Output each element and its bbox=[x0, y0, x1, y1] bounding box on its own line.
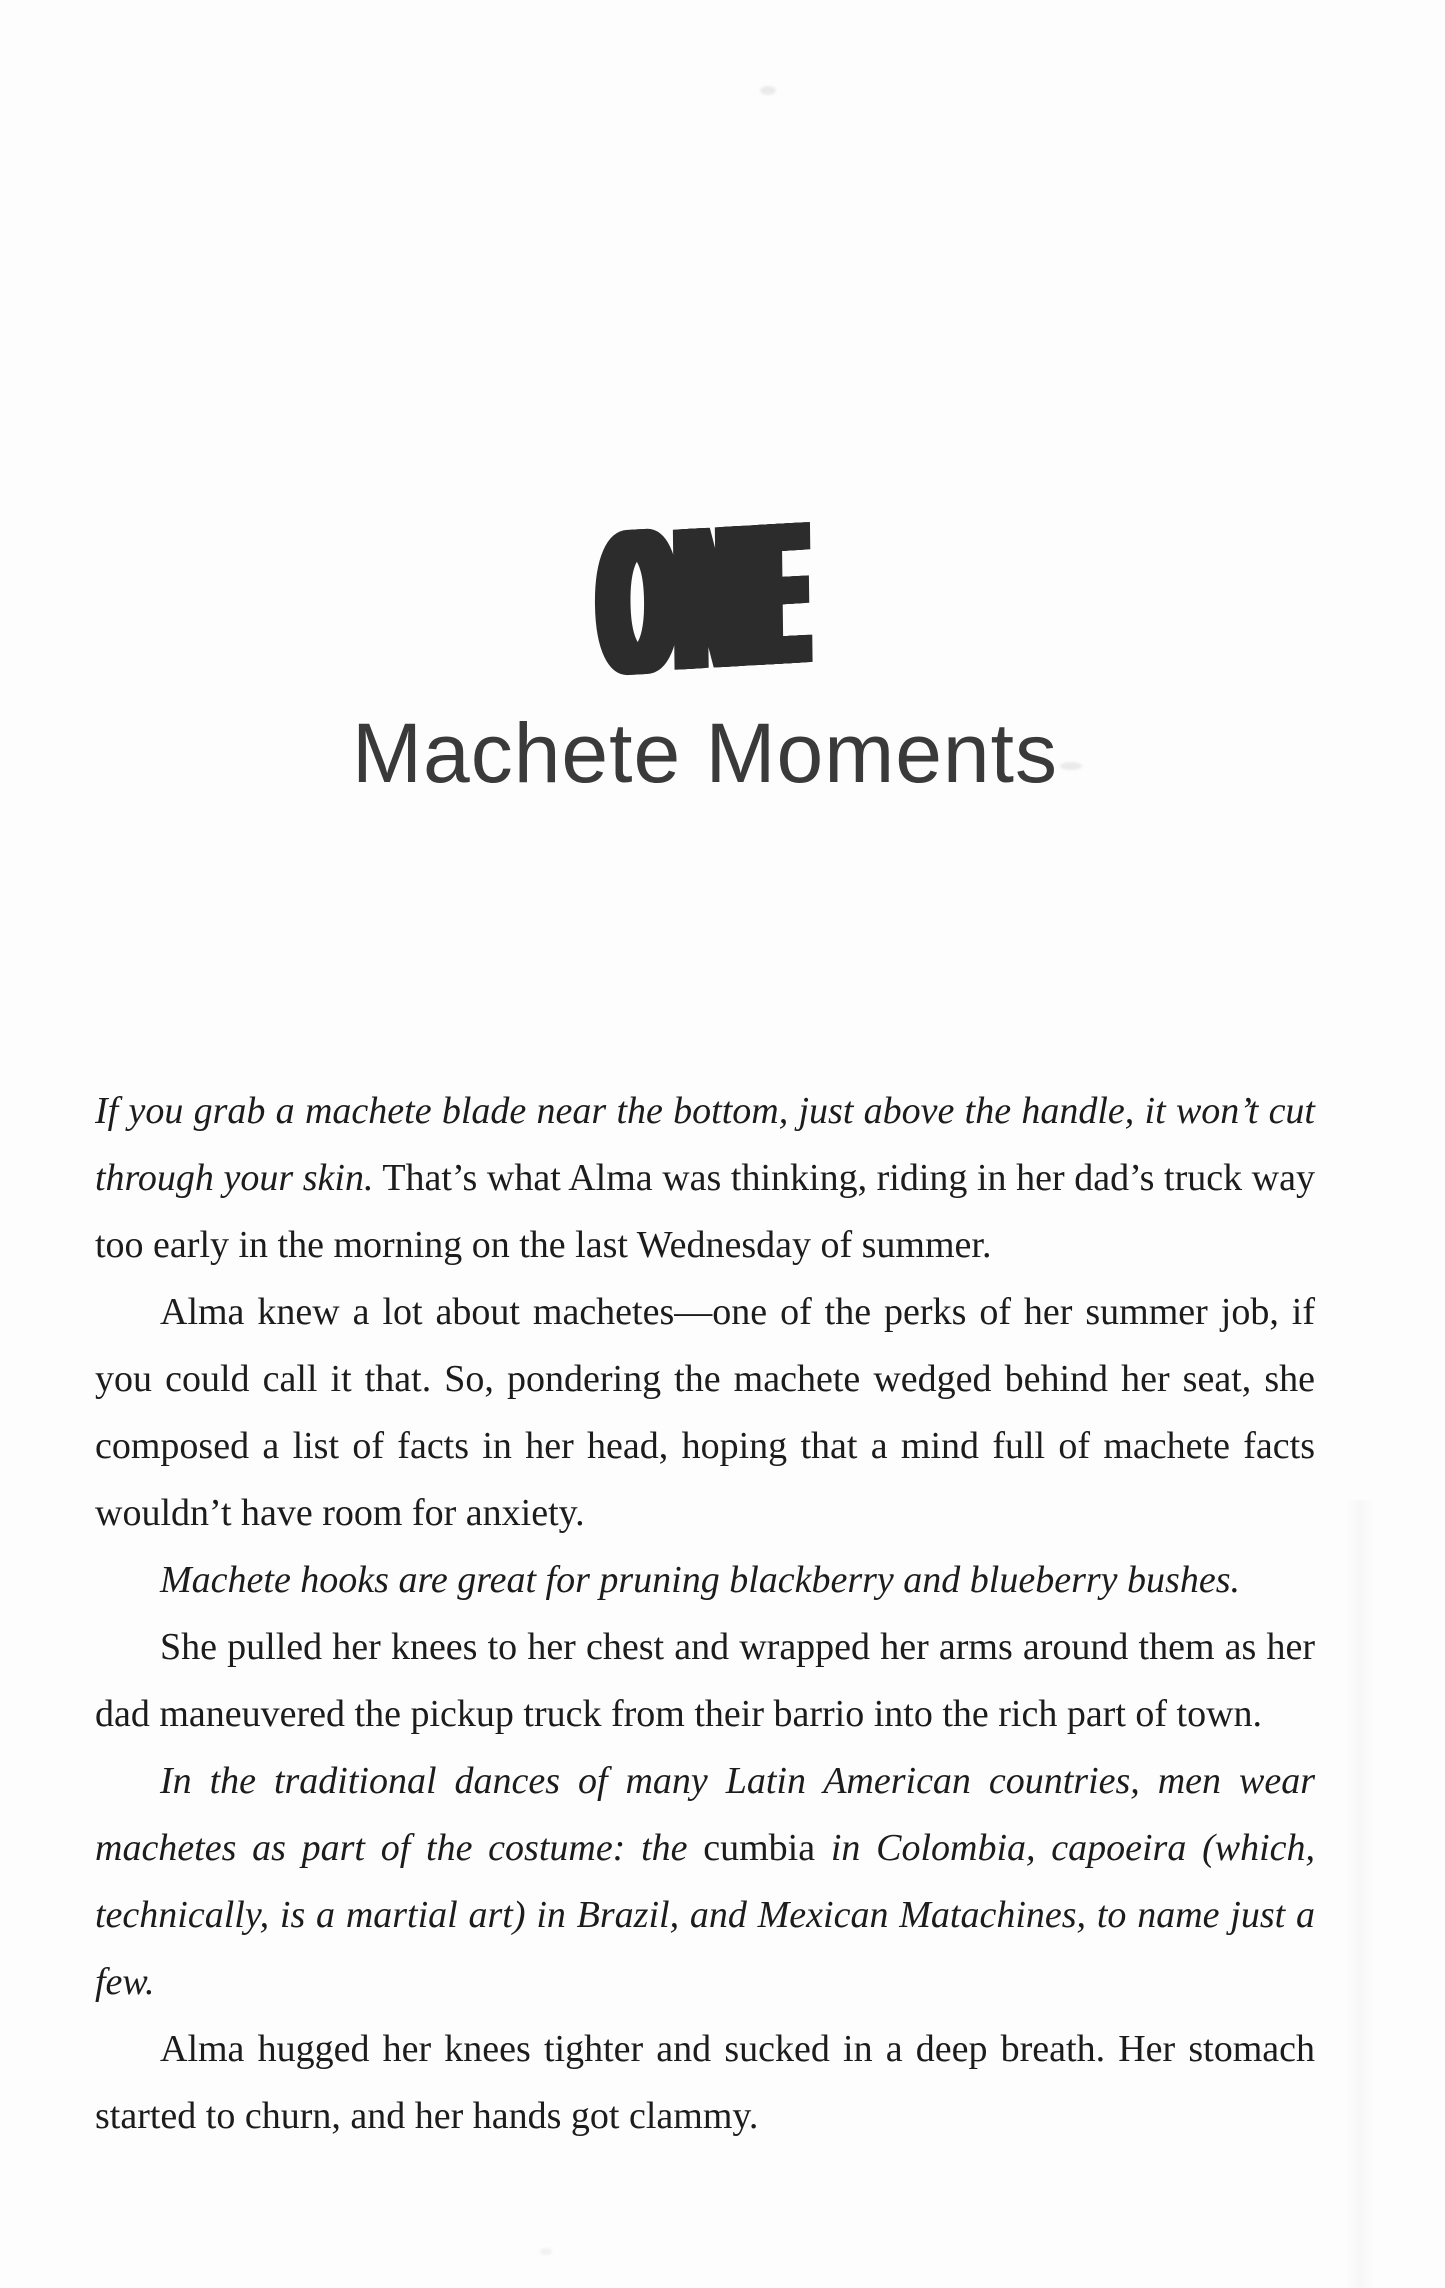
chapter-number-row bbox=[95, 485, 1315, 720]
text-run: If you grab a machete blade near the bottom, just above the handle, it won’t cut through your skin. bbox=[95, 1090, 1315, 1199]
chapter-number: ONE bbox=[598, 485, 811, 720]
paragraph bbox=[95, 1279, 1315, 1547]
text-run: In the traditional dances of many Latin American countries, men wear machetes as part of the costume: the bbox=[95, 1760, 1315, 1869]
text-run: Machete hooks are great for pruning blackberry and blueberry bushes. bbox=[160, 1559, 1240, 1601]
paragraph bbox=[95, 2016, 1315, 2150]
text-run: in Colombia, capoeira (which, technically, is a martial art) in Brazil, and Mexican Matachines, to name just a few. bbox=[95, 1827, 1315, 2003]
scan-artifact bbox=[1060, 762, 1082, 770]
text-run: Alma hugged her knees tighter and sucked in a deep breath. Her stomach started to churn, and her hands got clammy. bbox=[95, 2028, 1315, 2137]
chapter-title-row bbox=[95, 703, 1315, 803]
scan-shadow bbox=[1345, 1500, 1375, 2288]
paragraph bbox=[95, 1614, 1315, 1748]
text-run: She pulled her knees to her chest and wrapped her arms around them as her dad maneuvered the pickup truck from their barrio into the rich part of town. bbox=[95, 1626, 1315, 1735]
chapter-title: Machete Moments bbox=[352, 706, 1058, 800]
paragraph bbox=[95, 1078, 1315, 1279]
text-run: cumbia bbox=[703, 1827, 816, 1869]
scan-artifact bbox=[540, 2248, 552, 2255]
scan-artifact bbox=[760, 86, 776, 95]
text-run: That’s what Alma was thinking, riding in her dad’s truck way too early in the morning on the last Wednesday of summer. bbox=[95, 1157, 1315, 1266]
body-text bbox=[95, 1078, 1315, 2150]
paragraph bbox=[95, 1547, 1315, 1614]
paragraph bbox=[95, 1748, 1315, 2016]
text-run: Alma knew a lot about machetes—one of the perks of her summer job, if you could call it that. So, pondering the machete wedged behind her seat, she composed a list of facts in her head, hoping that a mind full of machete facts wouldn’t have room for anxiety. bbox=[95, 1291, 1315, 1534]
